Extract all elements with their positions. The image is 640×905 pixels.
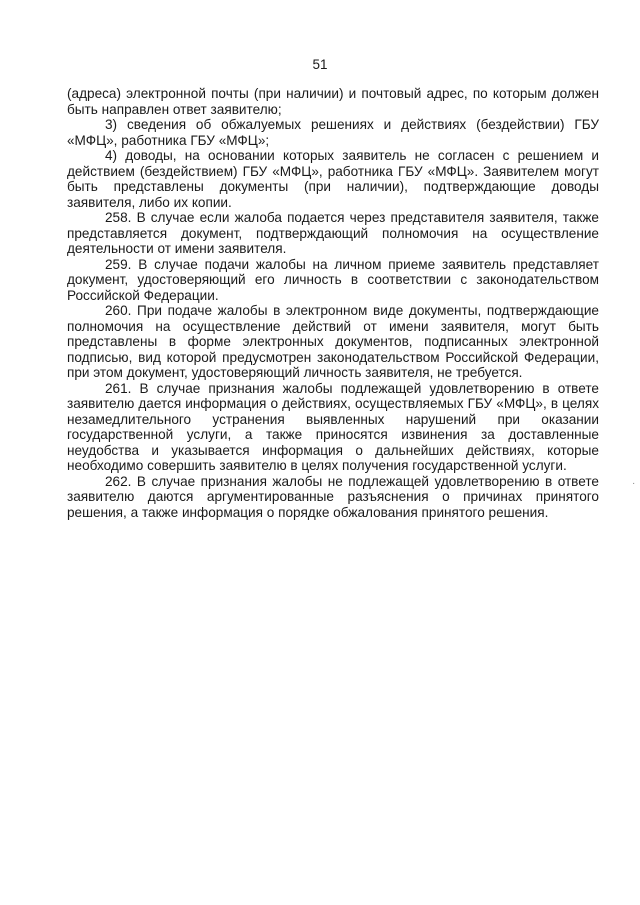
paragraph-260: 260. При подаче жалобы в электронном виде документы, подтверждающие полномочия на осуществление действий от имени заявителя, могут быть представлены в форме электронных документов, подписанных электронной подписью, вид которой предусмотрен законодательством Российской Федерации, при этом документ, удостоверяющий личность заявителя, не требуется. [67, 303, 599, 380]
paragraph-continuation: (адреса) электронной почты (при наличии) и почтовый адрес, по которым должен быть направлен ответ заявителю; [67, 86, 599, 117]
paragraph-261: 261. В случае признания жалобы подлежащей удовлетворению в ответе заявителю дается информация о действиях, осуществляемых ГБУ «МФЦ», в целях незамедлительного устранения выявленных нарушений при оказании государственной услуги, а также приносятся извинения за доставленные неудобства и указывается информация о дальнейших действиях, которые необходимо совершить заявителю в целях получения государственной услуги. [67, 380, 599, 473]
paragraph-258: 258. В случае если жалоба подается через представителя заявителя, также представляется документ, подтверждающий полномочия на осуществление деятельности от имени заявителя. [67, 210, 599, 256]
scan-margin-mark: · [632, 478, 636, 489]
paragraph-item-3: 3) сведения об обжалуемых решениях и действиях (бездействии) ГБУ «МФЦ», работника ГБУ «МФЦ»; [67, 117, 599, 148]
paragraph-259: 259. В случае подачи жалобы на личном приеме заявитель представляет документ, удостоверяющий его личность в соответствии с законодательством Российской Федерации. [67, 256, 599, 303]
paragraph-262: 262. В случае признания жалобы не подлежащей удовлетворению в ответе заявителю даются аргументированные разъяснения о причинах принятого решения, а также информация о порядке обжалования принятого решения. [67, 473, 599, 520]
page-number: 51 [312, 57, 328, 72]
document-body [67, 86, 599, 520]
paragraph-item-4: 4) доводы, на основании которых заявитель не согласен с решением и действием (бездействием) ГБУ «МФЦ», работника ГБУ «МФЦ». Заявителем могут быть представлены документы (при наличии), подтверждающие доводы заявителя, либо их копии. [67, 148, 599, 210]
